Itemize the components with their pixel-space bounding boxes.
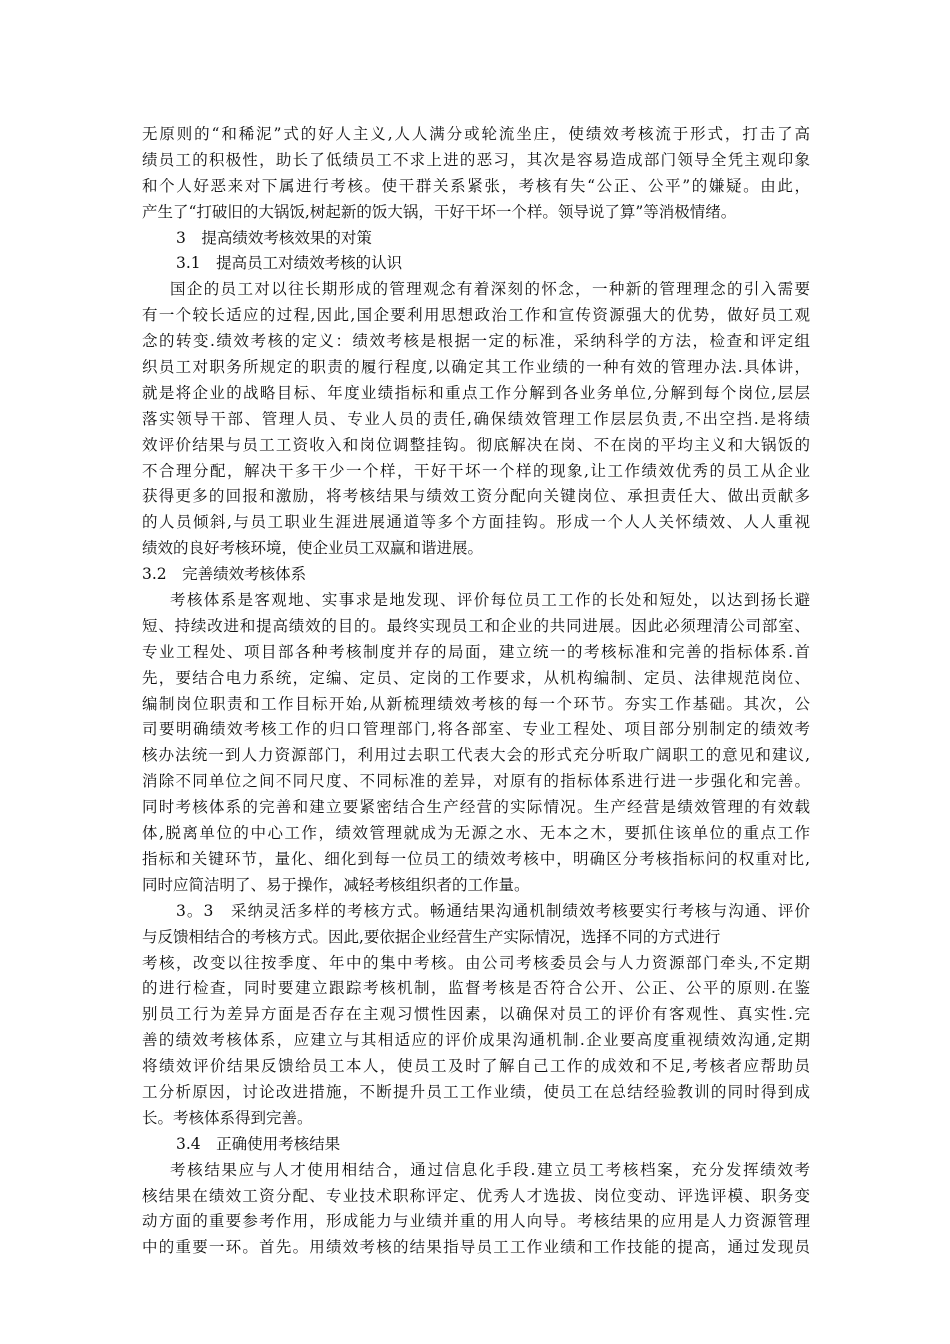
text-line: 效评价结果与员工工资收入和岗位调整挂钩。彻底解决在岗、不在岗的平均主义和大锅饭的 [142, 435, 810, 454]
text-line: 长。考核体系得到完善。 [142, 1108, 313, 1127]
text-line: 核结果在绩效工资分配、专业技术职称评定、优秀人才选拔、岗位变动、评选评模、职务变 [142, 1186, 810, 1205]
text-line: 无原则的“和稀泥”式的好人主义,人人满分或轮流坐庄，使绩效考核流于形式，打击了高 [142, 125, 810, 143]
text-line: 的人员倾斜,与员工职业生涯进展通道等多个方面挂钩。形成一个人人关怀绩效、人人重视 [142, 513, 810, 532]
text-line: 考核结果应与人才使用相结合，通过信息化手段.建立员工考核档案，充分发挥绩效考 [170, 1160, 810, 1179]
text-line: 先，要结合电力系统，定编、定员、定岗的工作要求，从机构编制、定员、法律规范岗位、 [142, 668, 810, 687]
text-line: 国企的员工对以往长期形成的管理观念有着深刻的怀念，一种新的管理理念的引入需要 [170, 280, 810, 299]
text-line: 的进行检查，同时要建立跟踪考核机制，监督考核是否符合公开、公正、公平的原则.在鉴 [142, 979, 810, 998]
text-line: 就是将企业的战略目标、年度业绩指标和重点工作分解到各业务单位,分解到每个岗位,层层 [142, 383, 810, 402]
text-line: 中的重要一环。首先。用绩效考核的结果指导员工工作业绩和工作技能的提高，通过发现员 [142, 1238, 810, 1257]
text-line: 考核，改变以往按季度、年中的集中考核。由公司考核委员会与人力资源部门牵头,不定期 [142, 953, 810, 972]
text-line: 短、持续改进和提高绩效的目的。最终实现员工和企业的共同进展。因此必须理清公司部室、 [142, 616, 810, 635]
text-line: 考核体系是客观地、实事求是地发现、评价每位员工工作的长处和短处，以达到扬长避 [170, 591, 810, 610]
text-line: 指标和关键环节，量化、细化到每一位员工的绩效考核中，明确区分考核指标问的权重对比, [142, 849, 810, 868]
text-line: 绩员工的积极性，助长了低绩员工不求上进的恶习，其次是容易造成部门领导全凭主观印象 [142, 150, 810, 169]
subsection-heading-3-4: 3.4 正确使用考核结果 [176, 1134, 341, 1153]
text-line: 念的转变.绩效考核的定义：绩效考核是根据一定的标准，采纳科学的方法，检查和评定组 [142, 332, 810, 351]
text-line: 消除不同单位之间不同尺度、不同标准的差异，对原有的指标体系进行进一步强化和完善。 [142, 772, 810, 791]
text-line: 不合理分配，解决干多干少一个样，干好干坏一个样的现象,让工作绩效优秀的员工从企业 [142, 461, 810, 480]
body-text [142, 122, 810, 1261]
text-line: 体,脱离单位的中心工作，绩效管理就成为无源之水、无本之木，要抓住该单位的重点工作 [142, 824, 810, 843]
text-line: 绩效的良好考核环境，使企业员工双赢和谐进展。 [142, 539, 484, 558]
text-line: 和个人好恶来对下属进行考核。使干群关系紧张，考核有失“公正、公平”的嫌疑。由此， [142, 176, 810, 195]
text-line: 与反馈相结合的考核方式。因此,要依据企业经营生产实际情况，选择不同的方式进行 [142, 927, 721, 946]
text-line: 善的绩效考核体系，应建立与其相适应的评价成果沟通机制.企业要高度重视绩效沟通,定期 [142, 1031, 810, 1050]
text-line: 专业工程处、项目部各种考核制度并存的局面，建立统一的考核标准和完善的指标体系.首 [142, 642, 810, 661]
text-line: 司要明确绩效考核工作的归口管理部门,将各部室、专业工程处、项目部分别制定的绩效考 [142, 720, 810, 739]
text-line: 编制岗位职责和工作目标开始,从新梳理绩效考核的每一个环节。夯实工作基础。其次，公 [142, 694, 810, 713]
text-line: 织员工对职务所规定的职责的履行程度,以确定其工作业绩的一种有效的管理办法.具体讲， [142, 358, 810, 377]
subsection-heading-3-1: 3.1 提高员工对绩效考核的认识 [176, 254, 403, 273]
subsection-heading-3-2: 3.2 完善绩效考核体系 [142, 565, 307, 584]
text-line: 工分析原因，讨论改进措施，不断提升员工工作业绩，使员工在总结经验教训的同时得到成 [142, 1082, 810, 1101]
text-line: 动方面的重要参考作用，形成能力与业绩并重的用人向导。考核结果的应用是人力资源管理 [142, 1212, 810, 1231]
text-line: 落实领导干部、管理人员、专业人员的责任,确保绩效管理工作层层负责,不出空挡.是将绩 [142, 409, 810, 428]
text-line: 有一个较长适应的过程,因此,国企要利用思想政治工作和宣传资源强大的优势，做好员工观 [142, 306, 810, 325]
text-line: 产生了“打破旧的大锅饭,树起新的饭大锅，干好干坏一个样。领导说了算”等消极情绪。 [142, 202, 737, 221]
section-heading-3: 3 提高绩效考核效果的对策 [176, 228, 372, 247]
text-line: 将绩效评价结果反馈给员工本人，使员工及时了解自己工作的成效和不足,考核者应帮助员 [142, 1057, 810, 1076]
text-line: 核办法统一到人力资源部门，利用过去职工代表大会的形式充分听取广阔职工的意见和建议, [142, 746, 810, 765]
subsection-heading-3-3: 3。3 采纳灵活多样的考核方式。畅通结果沟通机制绩效考核要实行考核与沟通、评价 [176, 901, 810, 920]
text-line: 别员工行为差异方面是否存在主观习惯性因素，以确保对员工的评价有客观性、真实性.完 [142, 1005, 810, 1024]
text-line: 同时应简洁明了、易于操作，减轻考核组织者的工作量。 [142, 875, 530, 894]
text-line: 获得更多的回报和激励，将考核结果与绩效工资分配向关键岗位、承担责任大、做出贡献多 [142, 487, 810, 506]
text-line: 同时考核体系的完善和建立要紧密结合生产经营的实际情况。生产经营是绩效管理的有效载 [142, 798, 810, 817]
